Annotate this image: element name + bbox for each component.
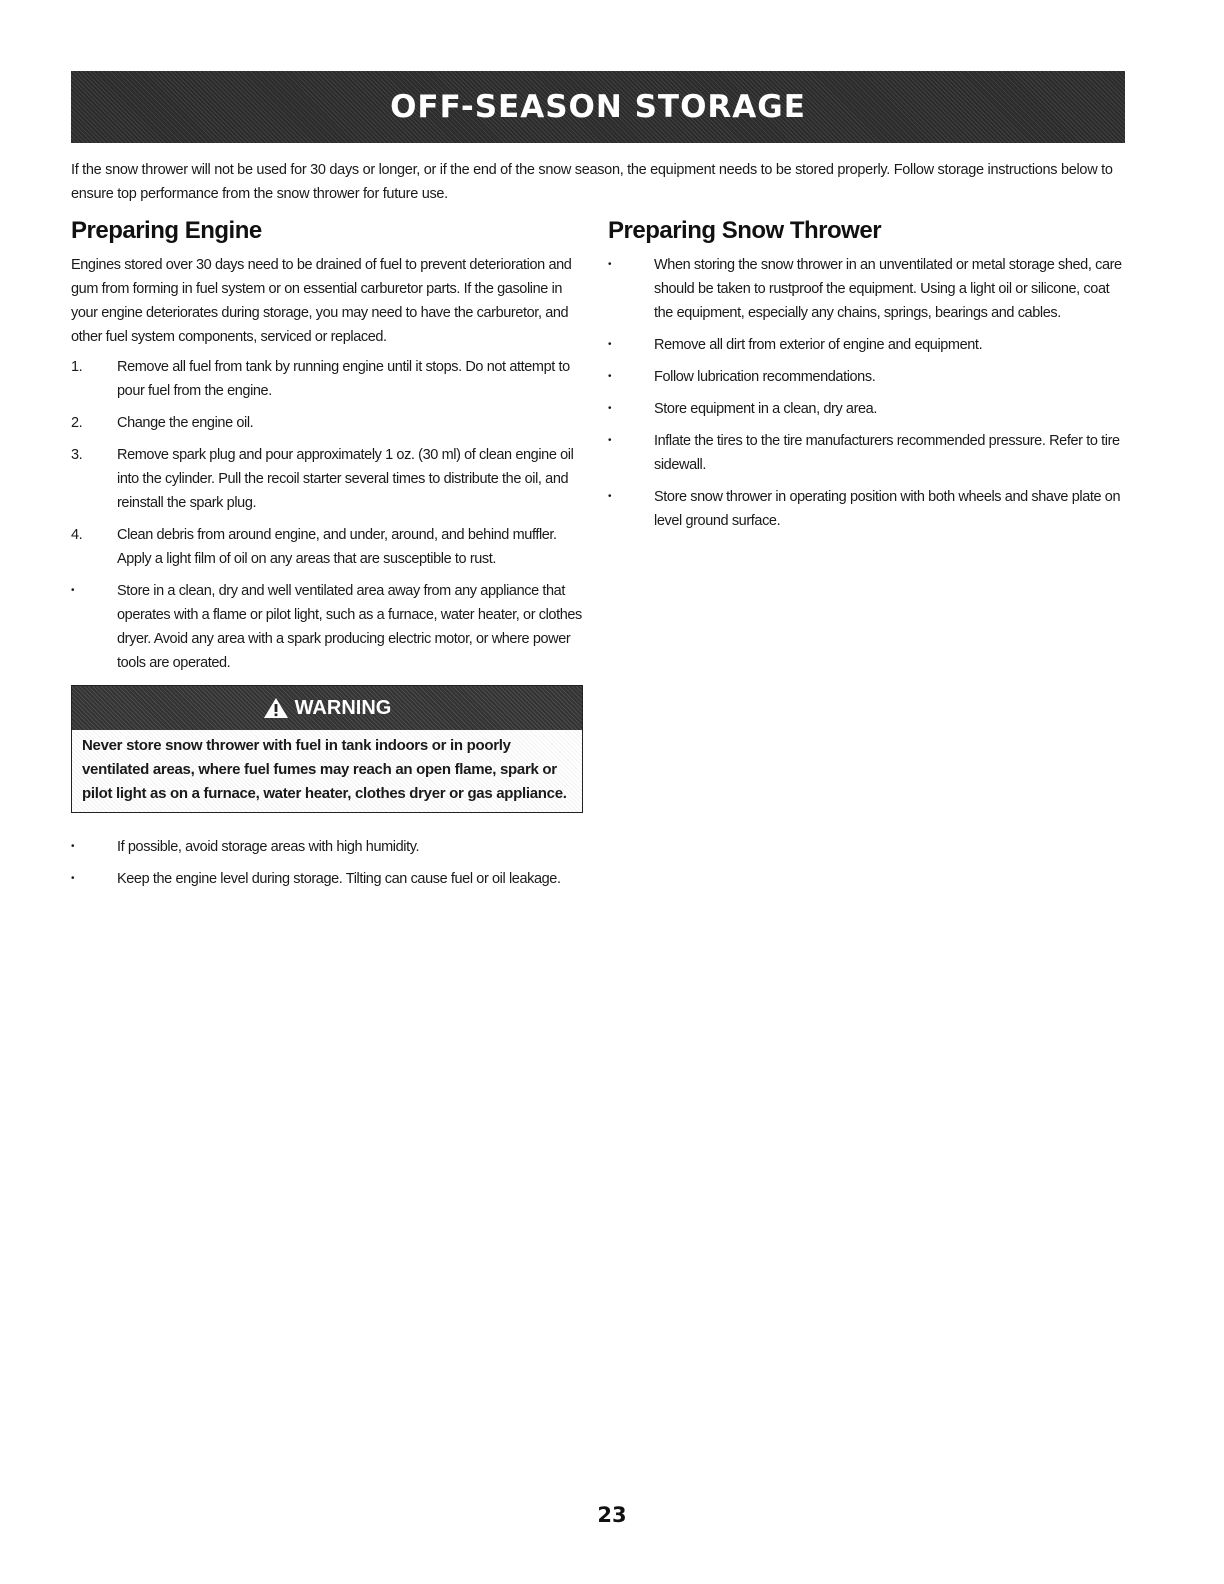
preparing-engine-heading: Preparing Engine	[71, 217, 262, 244]
bullet-icon: •	[608, 435, 612, 446]
list-text: If possible, avoid storage areas with high humidity.	[117, 839, 420, 855]
list-item	[71, 867, 586, 891]
bullet-icon: •	[71, 873, 75, 884]
list-item	[71, 443, 586, 515]
engine-steps-list	[71, 355, 586, 675]
list-text: Inflate the tires to the tire manufacturers recommended pressure. Refer to tire sidewall.	[654, 433, 1120, 473]
list-number: 2.	[71, 415, 83, 431]
list-item	[608, 333, 1128, 357]
preparing-engine-paragraph: Engines stored over 30 days need to be drained of fuel to prevent deterioration and gum from forming in fuel system or on essential carburetor parts. If the gasoline in your engine deteriorates during storage, you may need to have the carburetor, and other fuel system components, serviced or replaced.	[71, 257, 572, 345]
list-item	[608, 429, 1128, 477]
list-item	[608, 253, 1128, 325]
bullet-icon: •	[608, 259, 612, 270]
warning-label: WARNING	[294, 696, 392, 719]
list-text: Change the engine oil.	[117, 415, 254, 431]
storage-tips-list	[71, 835, 586, 891]
bullet-icon: •	[608, 339, 612, 350]
list-item	[608, 397, 1128, 421]
list-number: 3.	[71, 447, 83, 463]
preparing-engine-column	[71, 215, 586, 899]
list-item	[71, 523, 586, 571]
section-title: OFF-SEASON STORAGE	[390, 89, 806, 125]
warning-text: Never store snow thrower with fuel in tank indoors or in poorly ventilated areas, where fuel fumes may reach an open flame, spark or pilot light as on a furnace, water heater, clothes dryer or gas appliance.	[72, 730, 582, 812]
page-number: 23	[597, 1503, 627, 1527]
list-text: Follow lubrication recommendations.	[654, 369, 876, 385]
list-item	[71, 411, 586, 435]
list-text: When storing the snow thrower in an unventilated or metal storage shed, care should be taken to rustproof the equipment. Using a light oil or silicone, coat the equipment, especially any chains, springs, bearings and cables.	[654, 257, 1122, 321]
list-item	[608, 365, 1128, 389]
list-item	[608, 485, 1128, 533]
bullet-icon: •	[608, 403, 612, 414]
intro-paragraph: If the snow thrower will not be used for 30 days or longer, or if the end of the snow season, the equipment needs to be stored properly. Follow storage instructions below to ensure top performance from the snow thrower for future use.	[71, 162, 1113, 202]
warning-header	[72, 686, 582, 730]
list-number: 4.	[71, 527, 83, 543]
list-text: Store in a clean, dry and well ventilated area away from any appliance that operates with a flame or pilot light, such as a furnace, water heater, or clothes dryer. Avoid any area with a spark producing electric motor, or where power tools are operated.	[117, 583, 582, 671]
list-text: Keep the engine level during storage. Tilting can cause fuel or oil leakage.	[117, 871, 561, 887]
preparing-snow-thrower-column	[608, 215, 1128, 541]
list-item	[71, 355, 586, 403]
snow-thrower-list	[608, 253, 1128, 533]
list-text: Remove all fuel from tank by running engine until it stops. Do not attempt to pour fuel from the engine.	[117, 359, 570, 399]
warning-box	[71, 685, 583, 813]
list-item	[71, 835, 586, 859]
list-text: Clean debris from around engine, and under, around, and behind muffler. Apply a light film of oil on any areas that are susceptible to rust.	[117, 527, 557, 567]
warning-triangle-icon	[263, 697, 289, 719]
list-text: Store equipment in a clean, dry area.	[654, 401, 877, 417]
bullet-icon: •	[608, 371, 612, 382]
list-text: Remove all dirt from exterior of engine and equipment.	[654, 337, 983, 353]
section-banner	[71, 71, 1125, 143]
bullet-icon: •	[71, 841, 75, 852]
preparing-snow-thrower-heading: Preparing Snow Thrower	[608, 217, 882, 244]
bullet-icon: •	[71, 585, 75, 596]
list-item	[71, 579, 586, 675]
bullet-icon: •	[608, 491, 612, 502]
list-text: Store snow thrower in operating position with both wheels and shave plate on level ground surface.	[654, 489, 1121, 529]
list-text: Remove spark plug and pour approximately 1 oz. (30 ml) of clean engine oil into the cylinder. Pull the recoil starter several times to distribute the oil, and reinstall the spark plug.	[117, 447, 574, 511]
list-number: 1.	[71, 359, 83, 375]
